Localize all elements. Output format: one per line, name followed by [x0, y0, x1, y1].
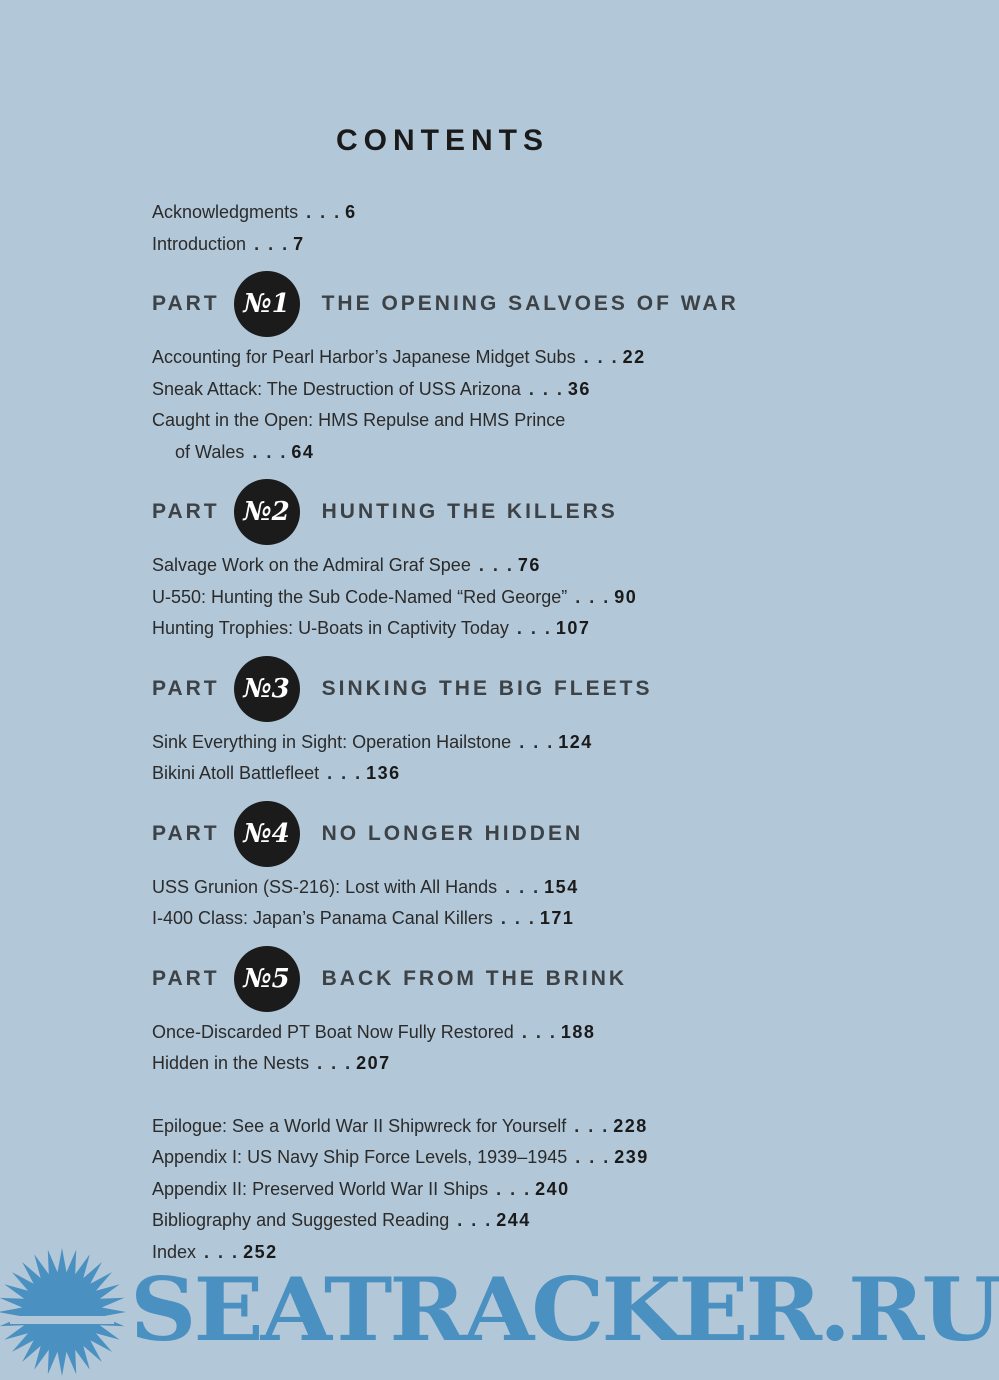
- toc-leader-dots: . . .: [521, 1021, 557, 1042]
- toc-leader-dots: . . .: [583, 347, 619, 367]
- toc-entry[interactable]: [152, 1017, 852, 1049]
- sun-burst-icon: [0, 1250, 135, 1380]
- part-title: HUNTING THE KILLERS: [321, 500, 618, 523]
- toc-leader-dots: . . .: [204, 1241, 240, 1262]
- toc-page-number: 228: [613, 1115, 648, 1136]
- toc-leader-dots: . . .: [574, 1115, 610, 1136]
- toc-entry-label: Hidden in the Nests: [152, 1053, 310, 1073]
- toc-entry-label: USS Grunion (SS-216): Lost with All Hands: [152, 876, 498, 897]
- part-number-badge: №3: [234, 656, 300, 722]
- toc-entry[interactable]: [152, 405, 852, 437]
- toc-leader-dots: . . .: [575, 1147, 611, 1167]
- part-title: THE OPENING SALVOES OF WAR: [321, 292, 739, 315]
- toc-entry-label: Appendix II: Preserved World War II Ships: [152, 1178, 489, 1199]
- part-heading: [152, 478, 852, 546]
- toc-entry-label: Sink Everything in Sight: Operation Hailstone: [152, 731, 512, 752]
- toc-page-number: 239: [614, 1147, 649, 1167]
- part-title: NO LONGER HIDDEN: [321, 821, 584, 845]
- part-word: PART: [152, 292, 220, 315]
- toc-leader-dots: . . .: [457, 1210, 493, 1230]
- part-number-badge: №2: [234, 479, 300, 545]
- parts-list: [152, 270, 852, 1080]
- toc-entry[interactable]: [152, 1048, 852, 1080]
- toc-entry[interactable]: [152, 550, 852, 582]
- toc-entry-label: Salvage Work on the Admiral Graf Spee: [152, 555, 471, 575]
- toc-leader-dots: . . .: [496, 1178, 532, 1199]
- toc-page-number: 107: [555, 618, 591, 638]
- front-matter: [152, 197, 852, 260]
- toc-page-number: 22: [622, 347, 646, 367]
- toc-entry-label: Acknowledgments: [152, 202, 299, 222]
- toc-entry-label: Sneak Attack: The Destruction of USS Arizona: [152, 378, 521, 399]
- watermark-text: SEATRACKER.RU: [130, 1258, 999, 1361]
- part-title: BACK FROM THE BRINK: [321, 966, 628, 990]
- toc-entry[interactable]: [152, 342, 852, 374]
- part-heading: [152, 945, 852, 1013]
- toc-entry[interactable]: [152, 903, 852, 935]
- toc-page-number: 36: [567, 378, 591, 399]
- part-number-badge: №5: [234, 946, 300, 1012]
- toc-entry[interactable]: [152, 1142, 852, 1174]
- toc-entry[interactable]: [152, 727, 852, 759]
- toc-page-number: 252: [243, 1241, 278, 1262]
- toc-entry-label: Caught in the Open: HMS Repulse and HMS Prince: [152, 410, 566, 430]
- part-heading: [152, 270, 852, 338]
- toc-page-number: 90: [614, 586, 638, 607]
- toc-entry[interactable]: [152, 197, 852, 229]
- toc-entry-label: Once-Discarded PT Boat Now Fully Restored: [152, 1021, 514, 1042]
- toc-entry[interactable]: [152, 437, 852, 469]
- toc-page-number: 76: [517, 555, 541, 575]
- toc-entry[interactable]: [152, 1174, 852, 1206]
- toc-page-number: 154: [544, 876, 579, 897]
- toc-entry[interactable]: [152, 1205, 852, 1237]
- toc-entry[interactable]: [152, 872, 852, 904]
- toc-page-number: 64: [291, 441, 315, 462]
- part-title: SINKING THE BIG FLEETS: [321, 676, 653, 700]
- part-heading: [152, 800, 852, 868]
- toc-entry-label: Epilogue: See a World War II Shipwreck for Yourself: [152, 1115, 567, 1136]
- page-title: CONTENTS: [336, 124, 549, 157]
- part-word: PART: [152, 966, 220, 990]
- toc-entry-label: Bikini Atoll Battlefleet: [152, 763, 320, 783]
- toc-entry-label: Hunting Trophies: U-Boats in Captivity Today: [152, 618, 509, 638]
- toc-page-number: 6: [345, 202, 357, 222]
- toc-page-number: 188: [560, 1021, 596, 1042]
- toc-leader-dots: . . .: [500, 908, 536, 928]
- toc-page-number: 7: [293, 233, 305, 254]
- toc-entry[interactable]: [152, 758, 852, 790]
- back-matter: [152, 1111, 852, 1269]
- part-word: PART: [152, 821, 220, 845]
- toc-entry-label: of Wales: [175, 441, 245, 462]
- toc-leader-dots: . . .: [252, 441, 288, 462]
- toc-leader-dots: . . .: [575, 586, 611, 607]
- toc-page-number: 171: [539, 908, 575, 928]
- watermark: [0, 1250, 999, 1380]
- toc-entry[interactable]: [152, 374, 852, 406]
- toc-entry-label: Appendix I: US Navy Ship Force Levels, 1939–1945: [152, 1147, 568, 1167]
- toc-page-number: 124: [558, 731, 593, 752]
- part-word: PART: [152, 676, 220, 700]
- part-number-badge: №1: [234, 271, 300, 337]
- toc-leader-dots: . . .: [478, 555, 514, 575]
- toc-entry-label: U-550: Hunting the Sub Code-Named “Red George”: [152, 586, 568, 607]
- toc-leader-dots: . . .: [528, 378, 564, 399]
- toc-leader-dots: . . .: [317, 1053, 353, 1073]
- toc-leader-dots: . . .: [519, 731, 555, 752]
- section-spacer: [152, 1080, 852, 1111]
- toc-entry-label: I-400 Class: Japan’s Panama Canal Killers: [152, 908, 493, 928]
- toc-page-number: 136: [366, 763, 401, 783]
- toc-leader-dots: . . .: [516, 618, 552, 638]
- table-of-contents: [152, 197, 852, 1268]
- toc-leader-dots: . . .: [254, 233, 290, 254]
- toc-entry[interactable]: [152, 1111, 852, 1143]
- toc-entry[interactable]: [152, 613, 852, 645]
- toc-leader-dots: . . .: [505, 876, 541, 897]
- toc-leader-dots: . . .: [306, 202, 342, 222]
- toc-entry-label: Index: [152, 1241, 197, 1262]
- toc-page-number: 207: [356, 1053, 391, 1073]
- toc-entry-label: Introduction: [152, 233, 247, 254]
- toc-entry[interactable]: [152, 229, 852, 261]
- toc-page-number: 240: [535, 1178, 570, 1199]
- toc-entry-label: Accounting for Pearl Harbor’s Japanese Midget Subs: [152, 347, 576, 367]
- part-word: PART: [152, 500, 220, 523]
- toc-entry-label: Bibliography and Suggested Reading: [152, 1210, 450, 1230]
- part-heading: [152, 655, 852, 723]
- toc-page-number: 244: [496, 1210, 531, 1230]
- part-number-badge: №4: [234, 801, 300, 867]
- toc-entry[interactable]: [152, 582, 852, 614]
- toc-leader-dots: . . .: [327, 763, 363, 783]
